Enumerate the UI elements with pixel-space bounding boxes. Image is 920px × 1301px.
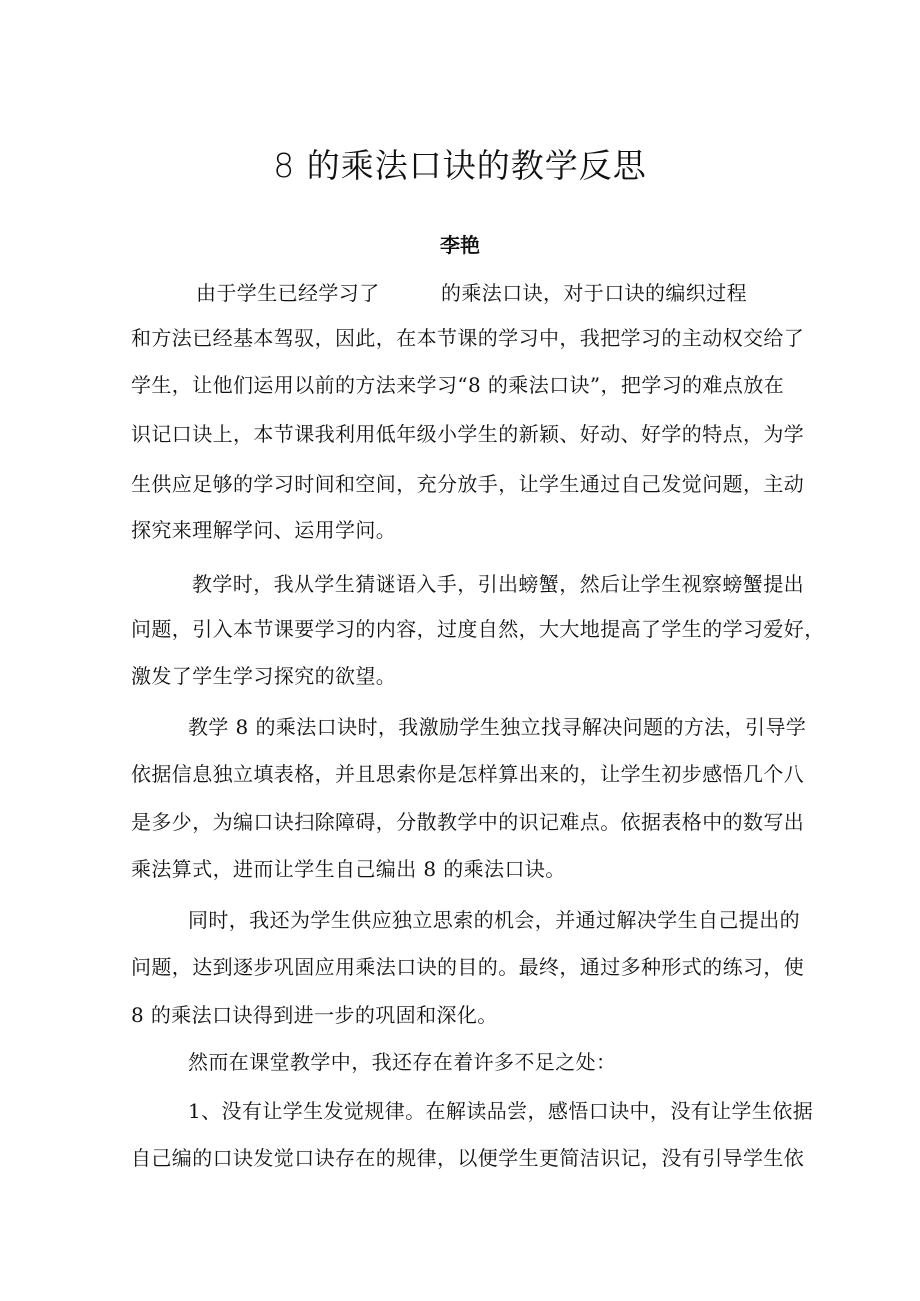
paragraph-line: 教学时，我从学生猜谜语入手，引出螃蟹，然后让学生视察螃蟹提出: [192, 572, 804, 596]
paragraph-line: 学生，让他们运用以前的方法来学习“8 的乘法口诀”，把学习的难点放在: [131, 373, 785, 397]
paragraph-line: 是多少，为编口诀扫除障碍，分散教学中的识记难点。依据表格中的数写出: [131, 810, 805, 834]
paragraph-line: 1、没有让学生发觉规律。在解读品尝，感悟口诀中，没有让学生依据: [188, 1099, 814, 1123]
paragraph-line: 8 的乘法口诀得到进一步的巩固和深化。: [131, 1003, 498, 1027]
paragraph-line: 教学 8 的乘法口诀时，我激励学生独立找寻解决问题的方法，引导学: [188, 715, 807, 739]
paragraph-line: 探究来理解学问、运用学问。: [131, 518, 397, 542]
paragraph-line: 问题，引入本节课要学习的内容，过度自然，大大地提高了学生的学习爱好，: [131, 617, 825, 641]
paragraph-line: 同时，我还为学生供应独立思索的机会，并通过解决学生自己提出的: [188, 908, 800, 932]
paragraph-line: 识记口诀上，本节课我利用低年级小学生的新颖、好动、好学的特点，为学: [131, 422, 805, 446]
paragraph-line: 由于学生已经学习了: [196, 281, 380, 305]
paragraph-line: 乘法算式，进而让学生自己编出 8 的乘法口诀。: [131, 857, 566, 881]
document-title: 8 的乘法口诀的教学反思: [273, 146, 647, 185]
paragraph-line: 然而在课堂教学中，我还存在着许多不足之处：: [188, 1050, 617, 1074]
paragraph-line: 和方法已经基本驾驭，因此，在本节课的学习中，我把学习的主动权交给了: [131, 326, 805, 350]
paragraph-line: 生供应足够的学习时间和空间，充分放手，让学生通过自己发觉问题，主动: [131, 472, 805, 496]
paragraph-line: 自己编的口诀发觉口诀存在的规律，以便学生更简洁识记，没有引导学生依: [131, 1146, 805, 1170]
paragraph-line: 的乘法口诀，对于口诀的编织过程: [441, 281, 747, 305]
paragraph-line: 问题，达到逐步巩固应用乘法口诀的目的。最终，通过多种形式的练习，使: [131, 955, 805, 979]
paragraph-line: 激发了学生学习探究的欲望。: [131, 664, 397, 688]
author-name: 李艳: [440, 233, 480, 257]
paragraph-line: 依据信息独立填表格，并且思索你是怎样算出来的，让学生初步感悟几个八: [131, 762, 805, 786]
